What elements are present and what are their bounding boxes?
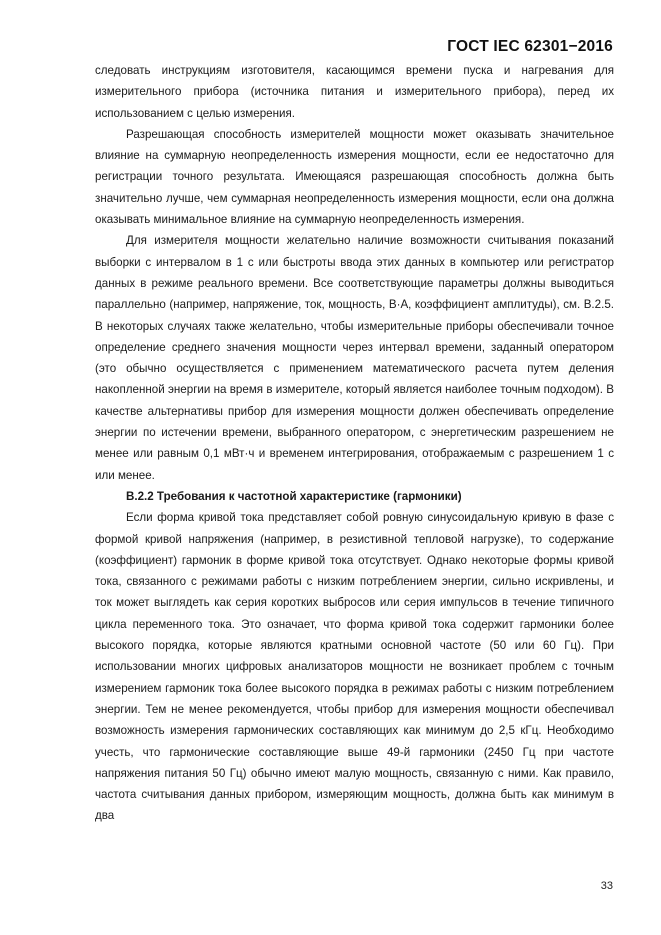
page-number: 33 [600, 880, 613, 892]
section-heading: В.2.2 Требования к частотной характеристике (гармоники) [126, 489, 462, 503]
paragraph-harmonics: Если форма кривой тока представляет собой ровную синусоидальную кривую в фазе с формой кривой напряжения (например, в резистивной тепловой нагрузке), то содержание (коэффициент) гармоник в форме кривой тока отсутствует. Однако некоторые формы кривой тока, связанного с режимами работы с низким потреблением энергии, сильно искривлены, и ток может выглядеть как серия коротких выбросов или серия импульсов в течение типичного цикла переменного тока. Это означает, что форма кривой тока содержит гармоники более высокого порядка, которые являются кратными основной частоте (50 или 60 Гц). При использовании многих цифровых анализаторов мощности не возникает проблем с точным измерением гармоник тока более высокого порядка в режимах работы с низким потреблением энергии. Тем не менее рекомендуется, чтобы прибор для измерения мощности обеспечивал возможность измерения гармонических составляющих как минимум до 2,5 кГц. Необходимо учесть, что гармонические составляющие выше 49-й гармоники (2450 Гц при частоте напряжения питания 50 Гц) обычно имеют малую мощность, связанную с ними. Как правило, частота считывания данных прибором, измеряющим мощность, должна быть как минимум в два [95, 511, 614, 823]
body-text [95, 60, 614, 827]
paragraph-resolution: Разрешающая способность измерителей мощности может оказывать значительное влияние на суммарную неопределенность измерения мощности, если ее недостаточно для регистрации точного результата. Имеющаяся разрешающая способность должна быть значительно лучше, чем суммарная неопределенность измерения мощности, если она должна оказывать минимальное влияние на суммарную неопределенность измерения. [95, 127, 614, 227]
standard-header: ГОСТ IEC 62301−2016 [447, 38, 613, 55]
paragraph-continuation: следовать инструкциям изготовителя, касающимся времени пуска и нагревания для измерительного прибора (источника питания и измерительного прибора), перед их использованием с целью измерения. [95, 64, 614, 120]
paragraph-sampling: Для измерителя мощности желательно наличие возможности считывания показаний выборки с интервалом в 1 с или быстроты ввода этих данных в компьютер или регистратор данных в режиме реального времени. Все соответствующие параметры должны выводиться параллельно (например, напряжение, ток, мощность, В·А, коэффициент амплитуды), см. В.2.5. В некоторых случаях также желательно, чтобы измерительные приборы обеспечивали точное определение среднего значения мощности через интервал времени, заданный оператором (это обычно осуществляется с применением математического расчета путем деления накопленной энергии на время в измерителе, который является наиболее точным подходом). В качестве альтернативы прибор для измерения мощности должен обеспечивать определение энергии по истечении времени, выбранного оператором, с энергетическим разрешением не менее или равным 0,1 мВт·ч и временем интегрирования, отображаемым с разрешением 1 с или менее. [95, 234, 614, 482]
